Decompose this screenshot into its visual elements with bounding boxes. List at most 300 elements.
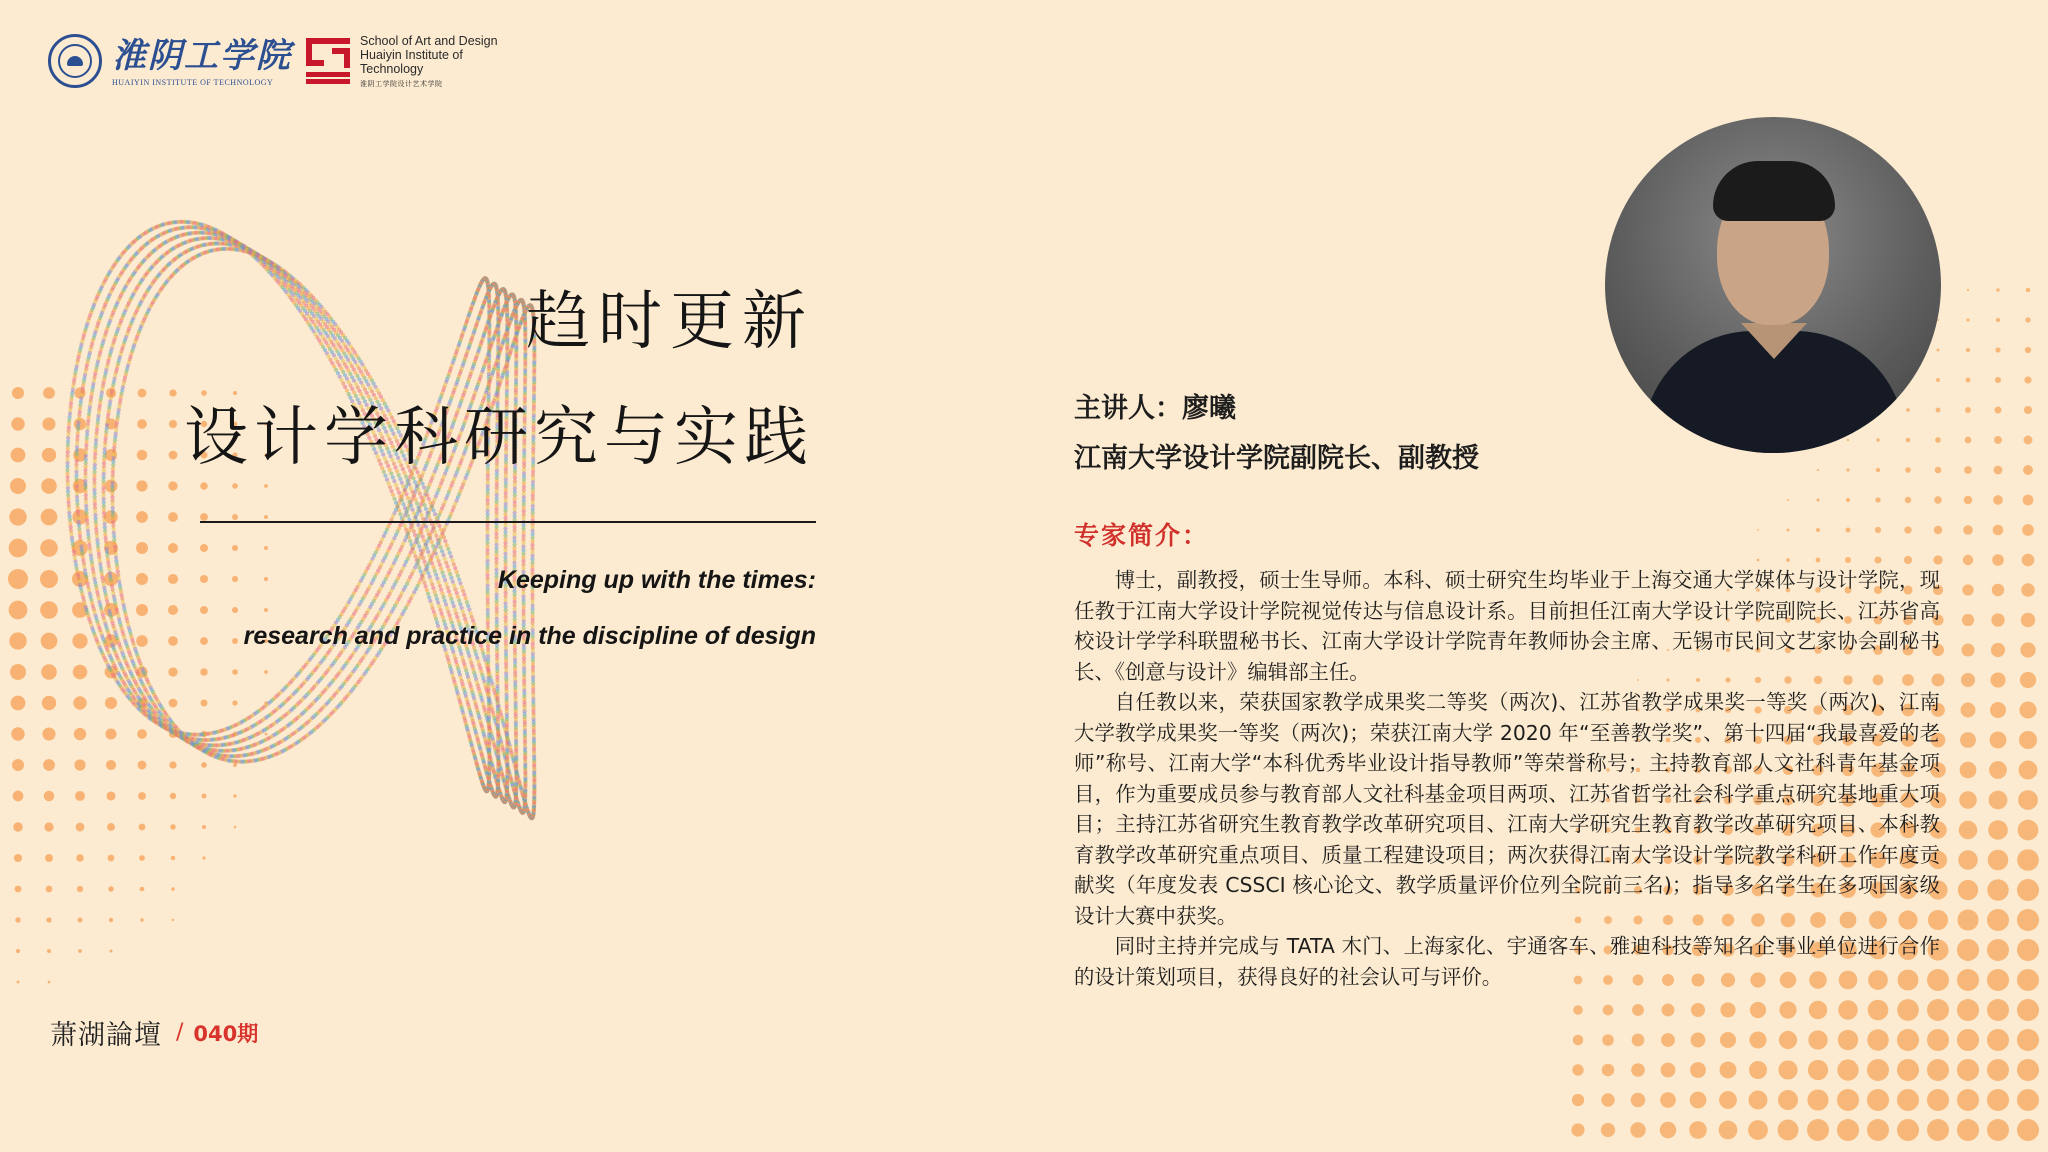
decor-dot [512, 550, 516, 554]
decor-dot [455, 591, 459, 595]
decor-dot [66, 479, 70, 483]
decor-dot [136, 511, 148, 523]
decor-dot [1720, 1002, 1735, 1017]
decor-dot [66, 454, 70, 458]
decor-dot [1867, 1089, 1889, 1111]
decor-dot [424, 584, 428, 588]
decor-dot [447, 568, 451, 572]
decor-dot [1601, 1123, 1615, 1137]
decor-dot [2023, 495, 2034, 506]
decor-dot [168, 481, 177, 490]
decor-dot [168, 605, 178, 615]
decor-dot [41, 664, 57, 680]
decor-dot [503, 530, 507, 534]
decor-dot [448, 593, 452, 597]
decor-dot [108, 886, 114, 892]
decor-dot [1961, 673, 1975, 687]
decor-dot [463, 617, 467, 621]
decor-dot [1757, 529, 1759, 531]
decor-dot [435, 555, 439, 559]
decor-dot [110, 491, 114, 495]
decor-dot [74, 477, 78, 481]
decor-dot [1868, 1000, 1889, 1021]
decor-dot [1602, 1064, 1615, 1077]
decor-dot [14, 854, 22, 862]
decor-dot [111, 467, 115, 471]
decor-dot [422, 560, 426, 564]
decor-dot [512, 532, 516, 536]
decor-dot [2017, 969, 2039, 991]
decor-dot [437, 559, 441, 563]
decor-dot [232, 514, 238, 520]
decor-dot [1660, 1092, 1676, 1108]
decor-dot [84, 507, 88, 511]
decor-dot [453, 608, 457, 612]
decor-dot [1749, 1091, 1768, 1110]
decor-dot [1602, 1034, 1614, 1046]
decor-dot [1963, 525, 1973, 535]
decor-dot [435, 576, 439, 580]
decor-dot [2020, 642, 2035, 657]
decor-dot [137, 450, 147, 460]
decor-dot [1994, 466, 2003, 475]
decor-dot [512, 546, 516, 550]
decor-dot [8, 569, 28, 589]
decor-dot [136, 542, 148, 554]
decor-dot [453, 587, 457, 591]
decor-dot [1662, 1004, 1675, 1017]
decor-dot [1778, 1090, 1798, 1110]
decor-dot [170, 824, 176, 830]
decor-dot [431, 565, 435, 569]
decor-dot [1962, 614, 1974, 626]
decor-dot [1808, 1030, 1827, 1049]
decor-dot [66, 482, 70, 486]
decor-dot [200, 637, 208, 645]
decor-dot [504, 502, 508, 506]
decor-dot [101, 479, 105, 483]
decor-dot [1993, 495, 2003, 505]
decor-dot [2025, 317, 2030, 322]
decor-dot [74, 759, 85, 770]
decor-dot [1989, 761, 2007, 779]
decor-dot [9, 539, 28, 558]
decor-dot [452, 604, 456, 608]
decor-dot [1691, 1003, 1705, 1017]
decor-dot [139, 855, 145, 861]
decor-dot [1995, 347, 2000, 352]
decor-dot [1959, 791, 1977, 809]
decor-dot [140, 887, 145, 892]
decor-dot [485, 527, 489, 531]
decor-dot [521, 552, 525, 556]
decor-dot [2017, 999, 2039, 1021]
decor-dot [105, 728, 116, 739]
decor-dot [138, 389, 147, 398]
decor-dot [1937, 349, 1940, 352]
decor-dot [2017, 1089, 2039, 1111]
decor-dot [1957, 1089, 1979, 1111]
decor-dot [1661, 1033, 1675, 1047]
decor-dot [450, 558, 454, 562]
decor-dot [1867, 1119, 1889, 1141]
decor-dot [439, 567, 443, 571]
decor-dot [438, 608, 442, 612]
decor-dot [445, 543, 449, 547]
decor-dot [1875, 497, 1880, 502]
decor-dot [2021, 613, 2035, 627]
decor-dot [92, 488, 96, 492]
decor-dot [75, 488, 79, 492]
decor-dot [232, 700, 237, 705]
decor-dot [42, 727, 55, 740]
decor-dot [68, 521, 72, 525]
decor-dot [93, 495, 97, 499]
decor-dot [1689, 1121, 1707, 1139]
decor-dot [1897, 1089, 1919, 1111]
decor-dot [9, 508, 26, 525]
decor-dot [101, 486, 105, 490]
decor-dot [530, 554, 534, 558]
decor-dot [486, 587, 490, 591]
decor-dot [486, 491, 490, 495]
decor-dot [2023, 465, 2033, 475]
decor-dot [74, 728, 86, 740]
decor-dot [1958, 850, 1977, 869]
decor-dot [1846, 468, 1849, 471]
decor-dot [2017, 1029, 2039, 1051]
decor-dot [168, 543, 178, 553]
decor-dot [512, 561, 516, 565]
decor-dot [1808, 1060, 1828, 1080]
decor-dot [439, 545, 443, 549]
decor-dot [67, 511, 71, 515]
decor-dot [1573, 1005, 1583, 1015]
decor-dot [170, 793, 176, 799]
decor-dot [102, 518, 106, 522]
decor-dot [485, 534, 489, 538]
decor-dot [1603, 1005, 1614, 1016]
decor-dot [42, 696, 56, 710]
decor-dot [202, 856, 205, 859]
decor-dot [85, 515, 89, 519]
decor-dot [1904, 556, 1912, 564]
decor-dot [45, 854, 53, 862]
decor-dot [451, 600, 455, 604]
decor-dot [1809, 1001, 1827, 1019]
decor-dot [103, 532, 107, 536]
decor-dot [1957, 909, 1978, 930]
decor-dot [1957, 1119, 1979, 1141]
decor-dot [95, 538, 99, 542]
decor-dot [1990, 672, 2005, 687]
decor-dot [485, 530, 489, 534]
decor-dot [530, 561, 534, 565]
decor-dot [1966, 348, 1970, 352]
decor-dot [201, 390, 207, 396]
decor-dot [503, 537, 507, 541]
decor-dot [106, 791, 115, 800]
decor-dot [436, 601, 440, 605]
decor-dot [233, 763, 237, 767]
decor-dot [75, 445, 79, 449]
decor-dot [485, 555, 489, 559]
decor-dot [440, 612, 444, 616]
decor-dot [530, 600, 534, 604]
decor-dot [1927, 1029, 1949, 1051]
decor-dot [467, 608, 471, 612]
decor-dot [232, 545, 238, 551]
decor-dot [1964, 496, 1973, 505]
decor-dot [75, 491, 79, 495]
decor-dot [522, 523, 526, 527]
decor-dot [521, 541, 525, 545]
decor-dot [169, 699, 178, 708]
decor-dot [264, 608, 268, 612]
decor-dot [1816, 498, 1819, 501]
decor-dot [1987, 879, 2008, 900]
decor-dot [1719, 1121, 1738, 1140]
decor-dot [1749, 1061, 1767, 1079]
decor-dot [432, 610, 436, 614]
decor-dot [110, 484, 114, 488]
decor-dot [93, 502, 97, 506]
decor-dot [233, 794, 236, 797]
decor-dot [1779, 1031, 1797, 1049]
decor-dot [446, 586, 450, 590]
decor-dot [503, 527, 507, 531]
decor-dot [93, 499, 97, 503]
decor-dot [1964, 466, 1972, 474]
decor-dot [428, 575, 432, 579]
decor-dot [1957, 969, 1979, 991]
decor-dot [73, 696, 86, 709]
decor-dot [200, 606, 208, 614]
decor-dot [1720, 1062, 1737, 1079]
decor-dot [40, 539, 58, 557]
decor-dot [1897, 1029, 1919, 1051]
decor-dot [136, 635, 148, 647]
decor-dot [1958, 880, 1978, 900]
decor-dot [102, 500, 106, 504]
decor-dot [422, 581, 426, 585]
decor-dot [15, 886, 22, 893]
decor-dot [202, 794, 207, 799]
decor-dot [1787, 499, 1789, 501]
decor-dot [108, 855, 115, 862]
decor-dot [172, 919, 174, 921]
decor-dot [168, 512, 178, 522]
decor-dot [522, 609, 526, 613]
decor-dot [1965, 437, 1972, 444]
decor-dot [485, 573, 489, 577]
decor-dot [102, 515, 106, 519]
decor-dot [76, 516, 80, 520]
decor-dot [1992, 554, 2004, 566]
decor-dot [1988, 850, 2009, 871]
decor-dot [437, 580, 441, 584]
decor-dot [1906, 438, 1911, 443]
decor-dot [11, 727, 24, 740]
decor-dot [1994, 436, 2002, 444]
decor-dot [232, 669, 238, 675]
decor-dot [233, 391, 237, 395]
decor-dot [201, 762, 207, 768]
decor-dot [112, 452, 116, 456]
decor-dot [102, 468, 106, 472]
decor-dot [485, 544, 489, 548]
decor-dot [138, 761, 147, 770]
decor-dot [425, 588, 429, 592]
decor-dot [425, 528, 429, 532]
decor-dot [1905, 497, 1911, 503]
decor-dot [454, 612, 458, 616]
decor-dot [2022, 554, 2035, 567]
decor-dot [93, 470, 97, 474]
decor-dot [494, 532, 498, 536]
decor-dot [437, 604, 441, 608]
decor-dot [1720, 1032, 1736, 1048]
decor-dot [1996, 318, 2000, 322]
decor-dot [1961, 703, 1976, 718]
decor-dot [83, 479, 87, 483]
decor-dot [1778, 1120, 1799, 1141]
decor-dot [522, 513, 526, 517]
decor-dot [111, 506, 115, 510]
decor-dot [9, 601, 28, 620]
decor-dot [103, 447, 107, 451]
decor-dot [2022, 524, 2034, 536]
decor-dot [44, 791, 55, 802]
decor-dot [443, 578, 447, 582]
decor-dot [111, 524, 115, 528]
decor-dot [46, 886, 53, 893]
decor-dot [1989, 791, 2008, 810]
decor-dot [2024, 436, 2033, 445]
decor-dot [93, 456, 97, 460]
decor-dot [1987, 999, 2009, 1021]
decor-dot [104, 543, 108, 547]
decor-dot [43, 387, 55, 399]
decor-dot [13, 822, 22, 831]
decor-dot [112, 538, 116, 542]
decor-dot [1757, 559, 1760, 562]
decor-dot [112, 531, 116, 535]
decor-dot [494, 550, 498, 554]
decor-dot [1867, 1029, 1889, 1051]
decor-dot [485, 516, 489, 520]
decor-dot [429, 579, 433, 583]
decor-dot [530, 546, 534, 550]
decor-dot [92, 481, 96, 485]
decor-dot [1987, 1059, 2009, 1081]
decor-dot [1690, 1062, 1706, 1078]
decor-dot [439, 588, 443, 592]
decor-dot [12, 759, 24, 771]
decor-dot [1807, 1089, 1828, 1110]
decor-dot [83, 475, 87, 479]
decor-dot [449, 597, 453, 601]
decor-dot [1960, 762, 1977, 779]
decor-dot [403, 524, 407, 528]
decor-dot [76, 823, 85, 832]
decor-dot [43, 759, 55, 771]
decor-dot [109, 918, 113, 922]
decor-dot [462, 613, 466, 617]
decor-dot [1778, 1060, 1797, 1079]
decor-dot [65, 464, 69, 468]
decor-dot [512, 543, 516, 547]
decor-dot [200, 513, 208, 521]
decor-dot [138, 792, 146, 800]
decor-dot [65, 468, 69, 472]
decor-dot [75, 498, 79, 502]
decor-dot [448, 572, 452, 576]
decor-dot [1960, 732, 1976, 748]
decor-dot [86, 532, 90, 536]
decor-dot [522, 530, 526, 534]
decor-dot [2017, 939, 2039, 961]
decor-dot [2019, 731, 2037, 749]
decor-dot [171, 887, 175, 891]
decor-dot [1927, 1059, 1949, 1081]
decor-dot [65, 457, 69, 461]
decor-dot [11, 696, 26, 711]
decor-dot [503, 559, 507, 563]
decor-dot [440, 591, 444, 595]
decor-dot [469, 611, 473, 615]
decor-dot [531, 529, 535, 533]
decor-dot [435, 597, 439, 601]
decor-dot [113, 548, 117, 552]
decor-dot [264, 670, 268, 674]
decor-dot [513, 525, 517, 529]
decor-dot [1807, 1119, 1829, 1141]
decor-dot [1961, 643, 1974, 656]
decor-dot [15, 917, 20, 922]
decor-dot [140, 918, 143, 921]
decor-dot [456, 574, 460, 578]
decor-dot [85, 522, 89, 526]
decor-dot [84, 490, 88, 494]
decor-dot [1987, 909, 2009, 931]
decor-dot [94, 442, 98, 446]
decor-dot [1992, 584, 2004, 596]
decor-dot [1966, 318, 1969, 321]
decor-dot [83, 482, 87, 486]
decor-dot [47, 949, 51, 953]
decor-dot [485, 566, 489, 570]
decor-dot [1786, 558, 1790, 562]
decor-dot [1957, 999, 1979, 1021]
decor-dot [1905, 467, 1911, 473]
decor-dot [447, 613, 451, 617]
decor-dot [434, 573, 438, 577]
decor-dot [75, 502, 79, 506]
decor-dot [430, 582, 434, 586]
decor-dot [1845, 557, 1851, 563]
decor-dot [17, 981, 20, 984]
decor-dot [1632, 1034, 1645, 1047]
decor-dot [1632, 1004, 1644, 1016]
decor-dot [66, 440, 70, 444]
decor-dot [521, 537, 525, 541]
decor-dot [427, 595, 431, 599]
decor-dot [494, 553, 498, 557]
decor-dot [1967, 289, 1969, 291]
decor-dot [136, 573, 148, 585]
decor-dot [503, 555, 507, 559]
